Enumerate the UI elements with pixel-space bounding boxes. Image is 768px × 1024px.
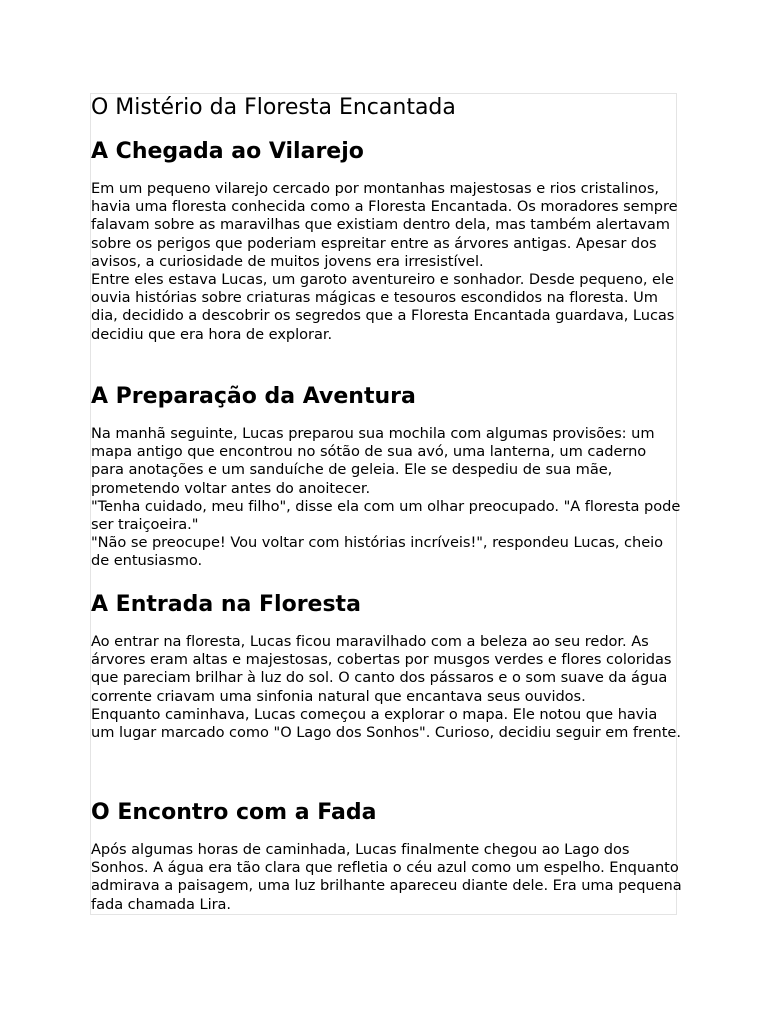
section-body (91, 180, 683, 344)
paragraph: Entre eles estava Lucas, um garoto aventureiro e sonhador. Desde pequeno, ele ouvia histórias sobre criaturas mágicas e tesouros escondidos na floresta. Um dia, decidido a descobrir os segredos que a Floresta Encantada guardava, Lucas decidiu que era hora de explorar. (91, 271, 675, 343)
paragraph: Na manhã seguinte, Lucas preparou sua mochila com algumas provisões: um mapa antigo que encontrou no sótão de sua avó, uma lanterna, um caderno para anotações e um sanduíche de geleia. Ele se despediu de sua mãe, prometendo voltar antes do anoitecer. (91, 425, 655, 497)
section-heading: O Encontro com a Fada (91, 800, 377, 825)
document-title: O Mistério da Floresta Encantada (91, 95, 456, 120)
section-body (91, 425, 683, 571)
section-heading: A Preparação da Aventura (91, 384, 416, 409)
section-preparacao (91, 384, 683, 571)
section-heading: A Chegada ao Vilarejo (91, 139, 364, 164)
section-body (91, 841, 683, 914)
paragraph: Ao entrar na floresta, Lucas ficou maravilhado com a beleza ao seu redor. As árvores eram altas e majestosas, cobertas por musgos verdes e flores coloridas que pareciam brilhar à luz do sol. O canto dos pássaros e o som suave da água corrente criavam uma sinfonia natural que encantava seus ouvidos. (91, 633, 672, 705)
paragraph: "Tenha cuidado, meu filho", disse ela com um olhar preocupado. "A floresta pode ser traiçoeira." (91, 497, 681, 534)
paragraph: "Não se preocupe! Vou voltar com histórias incríveis!", respondeu Lucas, cheio de entusiasmo. (91, 534, 664, 570)
section-heading: A Entrada na Floresta (91, 592, 361, 617)
section-body (91, 633, 683, 742)
section-encontro (91, 800, 683, 914)
section-chegada (91, 139, 683, 344)
paragraph: Após algumas horas de caminhada, Lucas finalmente chegou ao Lago dos Sonhos. A água era tão clara que refletia o céu azul como um espelho. Enquanto admirava a paisagem, uma luz brilhante apareceu diante dele. Era uma pequena fada chamada Lira. (91, 841, 682, 913)
section-entrada (91, 592, 683, 742)
paragraph: Enquanto caminhava, Lucas começou a explorar o mapa. Ele notou que havia um lugar marcado como "O Lago dos Sonhos". Curioso, decidiu seguir em frente. (91, 705, 681, 742)
document-page (90, 93, 682, 915)
paragraph: Em um pequeno vilarejo cercado por montanhas majestosas e rios cristalinos, havia uma floresta conhecida como a Floresta Encantada. Os moradores sempre falavam sobre as maravilhas que existiam dentro dela, mas também alertavam sobre os perigos que poderiam espreitar entre as árvores antigas. Apesar dos avisos, a curiosidade de muitos jovens era irresistível. (91, 180, 678, 270)
